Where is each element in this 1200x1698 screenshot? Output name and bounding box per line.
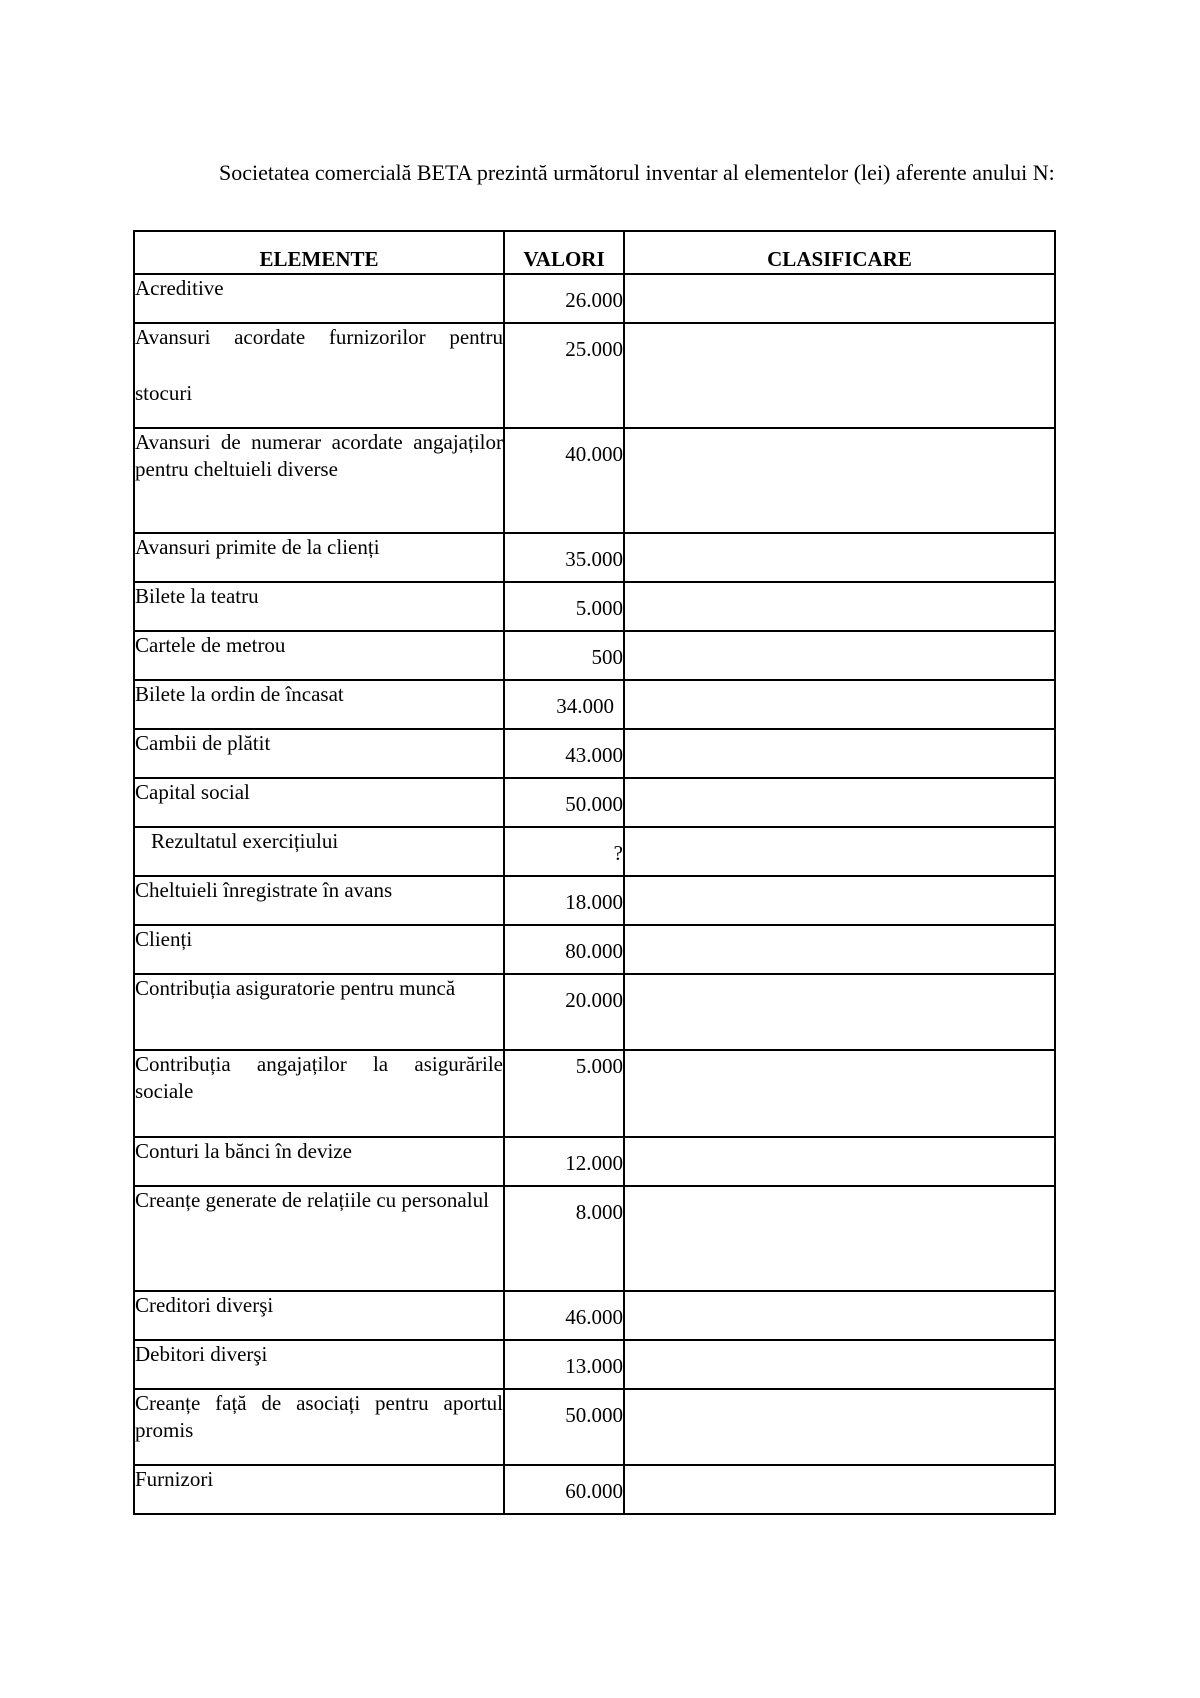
table-row	[134, 533, 1055, 582]
clasificare-cell[interactable]	[624, 1389, 1055, 1465]
clasificare-cell[interactable]	[624, 428, 1055, 533]
element-cell: Avansuri de numerar acordate angajaților pentru cheltuieli diverse	[134, 428, 504, 533]
element-cell: Bilete la teatru	[134, 582, 504, 631]
element-text: Creanțe generate de relațiile cu personalul	[135, 1188, 489, 1212]
table-row	[134, 729, 1055, 778]
value-text: 12.000	[565, 1151, 623, 1175]
table-row	[134, 680, 1055, 729]
table-row	[134, 428, 1055, 533]
clasificare-cell[interactable]	[624, 680, 1055, 729]
inventory-table	[133, 230, 1056, 1515]
clasificare-cell[interactable]	[624, 631, 1055, 680]
value-cell	[504, 1465, 624, 1514]
clasificare-cell[interactable]	[624, 974, 1055, 1050]
value-text: 25.000	[565, 337, 623, 361]
value-text: 18.000	[565, 890, 623, 914]
element-cell	[134, 1186, 504, 1291]
value-text: ?	[613, 841, 623, 865]
element-cell: Creditori diverşi	[134, 1291, 504, 1340]
value-text: 8.000	[575, 1200, 623, 1224]
table-row	[134, 974, 1055, 1050]
clasificare-cell[interactable]	[624, 1291, 1055, 1340]
value-cell	[504, 1340, 624, 1389]
value-text: 80.000	[565, 939, 623, 963]
value-cell	[504, 778, 624, 827]
element-cell: Creanțe față de asociați pentru aportul promis	[134, 1389, 504, 1465]
header-valori: VALORI	[504, 231, 624, 274]
value-cell	[504, 323, 624, 428]
value-cell	[504, 533, 624, 582]
clasificare-cell[interactable]	[624, 1137, 1055, 1186]
value-text: 13.000	[565, 1354, 623, 1378]
clasificare-cell[interactable]	[624, 1340, 1055, 1389]
value-cell	[504, 631, 624, 680]
intro-paragraph: Societatea comercială BETA prezintă următorul inventar al elementelor (lei) aferente anului N:	[219, 160, 1055, 185]
table-row	[134, 1291, 1055, 1340]
value-cell	[504, 925, 624, 974]
table-header-row	[134, 231, 1055, 274]
clasificare-cell[interactable]	[624, 323, 1055, 428]
element-cell: Clienți	[134, 925, 504, 974]
element-cell	[134, 323, 504, 428]
value-cell	[504, 1389, 624, 1465]
table-row	[134, 925, 1055, 974]
table-row	[134, 582, 1055, 631]
element-cell: Furnizori	[134, 1465, 504, 1514]
element-cell: Acreditive	[134, 274, 504, 323]
value-cell	[504, 1137, 624, 1186]
table-row	[134, 778, 1055, 827]
clasificare-cell[interactable]	[624, 582, 1055, 631]
value-cell	[504, 974, 624, 1050]
element-cell: Cambii de plătit	[134, 729, 504, 778]
element-cell: Contribuția asiguratorie pentru muncă	[134, 974, 504, 1050]
clasificare-cell[interactable]	[624, 533, 1055, 582]
table-row	[134, 1340, 1055, 1389]
value-cell	[504, 1186, 624, 1291]
table-row	[134, 323, 1055, 428]
value-text: 35.000	[565, 547, 623, 571]
header-clasificare: CLASIFICARE	[624, 231, 1055, 274]
value-text: 43.000	[565, 743, 623, 767]
value-text: 60.000	[565, 1479, 623, 1503]
value-text: 46.000	[565, 1305, 623, 1329]
value-cell	[504, 1291, 624, 1340]
value-cell	[504, 876, 624, 925]
element-cell: Contribuția angajaților la asigurările sociale	[134, 1050, 504, 1137]
value-text: 50.000	[565, 792, 623, 816]
element-cell: Cheltuieli înregistrate în avans	[134, 876, 504, 925]
value-cell	[504, 428, 624, 533]
table-row	[134, 631, 1055, 680]
value-text: 40.000	[565, 442, 623, 466]
clasificare-cell[interactable]	[624, 925, 1055, 974]
clasificare-cell[interactable]	[624, 778, 1055, 827]
element-cell: Capital social	[134, 778, 504, 827]
clasificare-cell[interactable]	[624, 876, 1055, 925]
value-cell	[504, 680, 624, 729]
element-cell: Bilete la ordin de încasat	[134, 680, 504, 729]
clasificare-cell[interactable]	[624, 1465, 1055, 1514]
value-text: 50.000	[565, 1403, 623, 1427]
table-row	[134, 1465, 1055, 1514]
clasificare-cell[interactable]	[624, 1050, 1055, 1137]
element-cell: Debitori diverşi	[134, 1340, 504, 1389]
value-cell	[504, 1050, 624, 1137]
element-cell: Cartele de metrou	[134, 631, 504, 680]
table-row	[134, 1389, 1055, 1465]
table-row	[134, 1186, 1055, 1291]
element-cell: Conturi la bănci în devize	[134, 1137, 504, 1186]
clasificare-cell[interactable]	[624, 729, 1055, 778]
header-elemente: ELEMENTE	[134, 231, 504, 274]
element-cell: Avansuri primite de la clienți	[134, 533, 504, 582]
clasificare-cell[interactable]	[624, 274, 1055, 323]
value-text: 5.000	[575, 596, 623, 620]
element-text: Avansuri acordate furnizorilor pentru stocuri	[135, 325, 503, 405]
clasificare-cell[interactable]	[624, 1186, 1055, 1291]
element-cell: Rezultatul exercițiului	[134, 827, 504, 876]
clasificare-cell[interactable]	[624, 827, 1055, 876]
value-cell	[504, 827, 624, 876]
value-cell	[504, 729, 624, 778]
table-row	[134, 1050, 1055, 1137]
value-text: 20.000	[565, 988, 623, 1012]
value-text: 500	[591, 645, 623, 669]
value-text: 26.000	[565, 288, 623, 312]
table-row	[134, 827, 1055, 876]
value-text: 34.000	[556, 694, 614, 718]
value-text: 5.000	[575, 1054, 623, 1078]
value-cell	[504, 274, 624, 323]
table-row	[134, 876, 1055, 925]
value-cell	[504, 582, 624, 631]
